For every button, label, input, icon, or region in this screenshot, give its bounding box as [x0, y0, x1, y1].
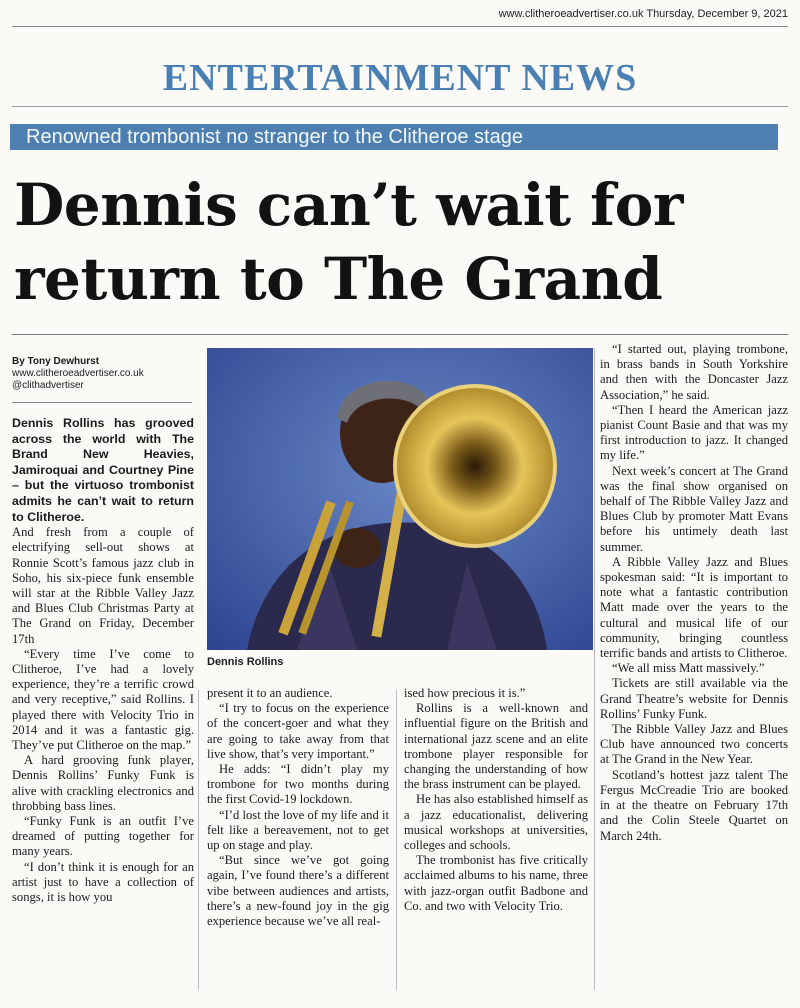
article-column-4: [600, 342, 788, 844]
section-rule: [12, 106, 788, 107]
article-paragraph: “We all miss Matt massively.”: [612, 661, 765, 676]
column-divider: [198, 690, 199, 990]
article-paragraph: And fresh from a couple of electrifying sell-out shows at Ronnie Scott’s famous jazz club in Soho, his six-piece funk ensemble will star at the Ribble Valley Jazz and Blues Club Christmas Party at The Grand on Friday, December 17th: [12, 525, 194, 646]
article-paragraph: The trombonist has five critically acclaimed albums to his name, three with jazz-organ outfit Badbone and Co. and two with Velocity Trio.: [404, 853, 588, 913]
article-paragraph: Tickets are still available via the Grand Theatre’s website for Dennis Rollins’ Funky Funk.: [600, 676, 788, 721]
masthead-line: [499, 8, 788, 20]
article-photo: [207, 348, 593, 650]
article-paragraph: “Funky Funk is an outfit I’ve dreamed of putting together for many years.: [12, 814, 194, 859]
strapline: Renowned trombonist no stranger to the Clitheroe stage: [10, 124, 778, 150]
site-url: www.clitheroeadvertiser.co.uk: [498, 8, 644, 20]
article-column-2: [207, 686, 389, 929]
byline: [12, 356, 192, 392]
article-paragraph: “But since we’ve got going again, I’ve found there’s a different vibe between audiences and artists, there’s a new-found joy in the gig experience because we’ve all real-: [207, 853, 389, 929]
byline-author: By Tony Dewhurst: [12, 356, 100, 367]
article-paragraph: “Then I heard the American jazz pianist Count Basie and that was my first introduction to jazz. It changed my life.”: [600, 402, 788, 463]
article-paragraph: “I’d lost the love of my life and it felt like a bereavement, not to get up on stage and play.: [207, 807, 389, 853]
article-paragraph: He has also established himself as a jazz educationalist, delivering musical workshops at universities, colleges and schools.: [404, 792, 588, 853]
issue-date: Thursday, December 9, 2021: [646, 8, 788, 20]
article-paragraph: A Ribble Valley Jazz and Blues spokesman said: “It is important to note what a fantastic contribution Matt made over the years to the cultural and musical life of our community, bringing countless terrific bands and artists to Clitheroe.: [600, 554, 788, 661]
headline-line-2: return to The Grand: [14, 245, 663, 313]
column-divider: [594, 348, 595, 990]
section-title: ENTERTAINMENT NEWS: [162, 57, 638, 99]
byline-rule: [12, 402, 192, 403]
headline-line-1: Dennis can’t wait for: [14, 171, 683, 239]
article-paragraph: A hard grooving funk player, Dennis Rollins’ Funky Funk is alive with crackling electronics and throbbing bass lines.: [12, 753, 194, 813]
article-paragraph: present it to an audience.: [207, 686, 333, 700]
article-column-1: [12, 416, 194, 905]
article-paragraph: He adds: “I didn’t play my trombone for two months during the first Covid-19 lockdown.: [207, 762, 389, 807]
headline: [14, 168, 789, 316]
article-column-3: [404, 686, 588, 914]
byline-handle: @clithadvertiser: [12, 380, 84, 391]
article-paragraph: Scotland’s hottest jazz talent The Fergus McCreadie Trio are booked in at the theatre on February 17th and the Colin Steele Quartet on March 24th.: [600, 767, 788, 843]
article-paragraph: “Every time I’ve come to Clitheroe, I’ve had a lovely experience, they’re a terrific crowd and very receptive,” said Rollins. I played there with Velocity Trio in 2014 and it was a fantastic gig. They’ve put Clitheroe on the map.”: [12, 646, 194, 752]
byline-site: www.clitheroeadvertiser.co.uk: [12, 368, 144, 379]
photo-caption: Dennis Rollins: [207, 656, 284, 668]
article-paragraph: Next week’s concert at The Grand was the final show organised on behalf of The Ribble Valley Jazz and Blues Club by promoter Matt Evans before his untimely death last summer.: [600, 463, 788, 554]
article-paragraph: Rollins is a well-known and influential figure on the British and international jazz scene and an elite trombone player responsible for changing the understanding of how the brass instrument can be played.: [404, 701, 588, 792]
article-intro: Dennis Rollins has grooved across the world with The Brand New Heavies, Jamiroquai and Courtney Pine – but the virtuoso trombonist admits he can’t wait to return to Clitheroe.: [12, 416, 194, 524]
article-paragraph: “I try to focus on the experience of the concert-goer and what they are going to take away from that live show, that’s very important.”: [207, 701, 389, 761]
article-paragraph: ised how precious it is.”: [404, 686, 526, 700]
headline-rule: [12, 334, 788, 335]
article-paragraph: The Ribble Valley Jazz and Blues Club have announced two concerts at The Grand in the New Year.: [600, 722, 788, 767]
article-paragraph: “I started out, playing trombone, in brass bands in South Yorkshire and then with the Doncaster Jazz Association,” he said.: [600, 342, 788, 402]
column-divider: [396, 690, 397, 990]
top-rule: [12, 26, 788, 27]
article-paragraph: “I don’t think it is enough for an artist just to have a collection of songs, it is how you: [12, 859, 194, 905]
trombonist-photo: [207, 348, 593, 650]
